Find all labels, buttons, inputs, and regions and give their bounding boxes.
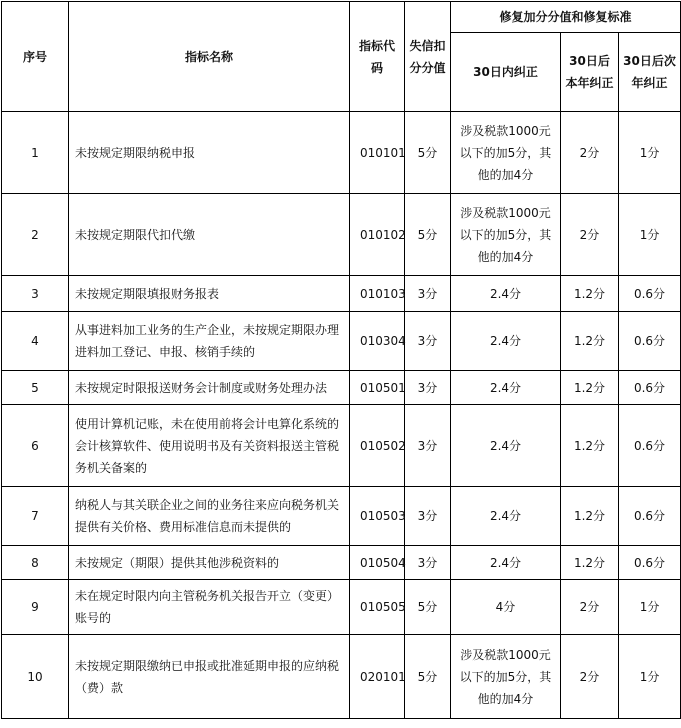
row-within-30-days: 涉及税款1000元以下的加5分，其他的加4分 [451, 635, 561, 719]
credit-repair-table [1, 1, 681, 719]
row-within-30-days: 涉及税款1000元以下的加5分，其他的加4分 [451, 112, 561, 194]
row-after-30-next-year: 0.6分 [619, 276, 681, 312]
row-seq: 9 [2, 580, 69, 635]
row-indicator-code: 020101 [350, 635, 405, 719]
row-indicator-name: 未按规定期限代扣代缴 [69, 194, 350, 276]
row-after-30-next-year: 1分 [619, 635, 681, 719]
header-within-30-days: 30日内纠正 [451, 33, 561, 112]
row-after-30-next-year: 0.6分 [619, 371, 681, 405]
row-indicator-code: 010103 [350, 276, 405, 312]
row-after-30-this-year: 1.2分 [561, 487, 619, 546]
row-indicator-code: 010503 [350, 487, 405, 546]
row-indicator-code: 010101 [350, 112, 405, 194]
row-deduct-score: 3分 [405, 312, 451, 371]
row-after-30-this-year: 1.2分 [561, 546, 619, 580]
row-after-30-next-year: 0.6分 [619, 546, 681, 580]
table-row [2, 635, 681, 719]
row-within-30-days: 2.4分 [451, 312, 561, 371]
row-after-30-this-year: 1.2分 [561, 405, 619, 487]
table-row [2, 371, 681, 405]
row-indicator-code: 010102 [350, 194, 405, 276]
row-indicator-code: 010502 [350, 405, 405, 487]
row-after-30-this-year: 1.2分 [561, 312, 619, 371]
header-code: 指标代码 [350, 2, 405, 112]
row-within-30-days: 2.4分 [451, 487, 561, 546]
header-name: 指标名称 [69, 2, 350, 112]
table-row [2, 276, 681, 312]
row-after-30-this-year: 1.2分 [561, 371, 619, 405]
table-row [2, 112, 681, 194]
row-after-30-next-year: 1分 [619, 194, 681, 276]
row-seq: 1 [2, 112, 69, 194]
row-seq: 10 [2, 635, 69, 719]
row-indicator-name: 纳税人与其关联企业之间的业务往来应向税务机关提供有关价格、费用标准信息而未提供的 [69, 487, 350, 546]
table-row [2, 546, 681, 580]
row-deduct-score: 5分 [405, 112, 451, 194]
row-seq: 3 [2, 276, 69, 312]
row-after-30-next-year: 0.6分 [619, 312, 681, 371]
row-indicator-name: 未按规定期限纳税申报 [69, 112, 350, 194]
row-within-30-days: 2.4分 [451, 276, 561, 312]
table-row [2, 580, 681, 635]
row-within-30-days: 4分 [451, 580, 561, 635]
row-deduct-score: 3分 [405, 487, 451, 546]
row-indicator-code: 010501 [350, 371, 405, 405]
row-within-30-days: 涉及税款1000元以下的加5分，其他的加4分 [451, 194, 561, 276]
header-seq: 序号 [2, 2, 69, 112]
row-indicator-code: 010304 [350, 312, 405, 371]
row-after-30-next-year: 0.6分 [619, 405, 681, 487]
row-deduct-score: 5分 [405, 635, 451, 719]
row-deduct-score: 5分 [405, 580, 451, 635]
row-after-30-this-year: 2分 [561, 635, 619, 719]
row-indicator-name: 未在规定时限内向主管税务机关报告开立（变更）账号的 [69, 580, 350, 635]
row-seq: 7 [2, 487, 69, 546]
header-after-30-next-year: 30日后次年纠正 [619, 33, 681, 112]
row-indicator-name: 从事进料加工业务的生产企业，未按规定期限办理进料加工登记、申报、核销手续的 [69, 312, 350, 371]
table-body [2, 112, 681, 719]
row-after-30-this-year: 2分 [561, 194, 619, 276]
row-within-30-days: 2.4分 [451, 371, 561, 405]
row-after-30-this-year: 2分 [561, 112, 619, 194]
header-deduct: 失信扣分分值 [405, 2, 451, 112]
row-indicator-name: 未按规定（期限）提供其他涉税资料的 [69, 546, 350, 580]
row-seq: 6 [2, 405, 69, 487]
table-row [2, 312, 681, 371]
row-indicator-name: 未按规定期限缴纳已申报或批准延期申报的应纳税（费）款 [69, 635, 350, 719]
header-repair-group: 修复加分分值和修复标准 [451, 2, 681, 33]
header-after-30-this-year: 30日后本年纠正 [561, 33, 619, 112]
row-after-30-this-year: 1.2分 [561, 276, 619, 312]
table-row [2, 194, 681, 276]
row-after-30-next-year: 1分 [619, 580, 681, 635]
row-within-30-days: 2.4分 [451, 546, 561, 580]
row-deduct-score: 3分 [405, 276, 451, 312]
row-deduct-score: 5分 [405, 194, 451, 276]
row-seq: 8 [2, 546, 69, 580]
row-after-30-next-year: 0.6分 [619, 487, 681, 546]
row-indicator-name: 未按规定时限报送财务会计制度或财务处理办法 [69, 371, 350, 405]
row-seq: 2 [2, 194, 69, 276]
row-deduct-score: 3分 [405, 405, 451, 487]
row-indicator-code: 010504 [350, 546, 405, 580]
row-indicator-code: 010505 [350, 580, 405, 635]
row-after-30-this-year: 2分 [561, 580, 619, 635]
row-deduct-score: 3分 [405, 546, 451, 580]
row-within-30-days: 2.4分 [451, 405, 561, 487]
table-row [2, 487, 681, 546]
row-deduct-score: 3分 [405, 371, 451, 405]
row-seq: 5 [2, 371, 69, 405]
row-indicator-name: 使用计算机记账，未在使用前将会计电算化系统的会计核算软件、使用说明书及有关资料报送主管税务机关备案的 [69, 405, 350, 487]
row-seq: 4 [2, 312, 69, 371]
row-after-30-next-year: 1分 [619, 112, 681, 194]
row-indicator-name: 未按规定期限填报财务报表 [69, 276, 350, 312]
table-row [2, 405, 681, 487]
